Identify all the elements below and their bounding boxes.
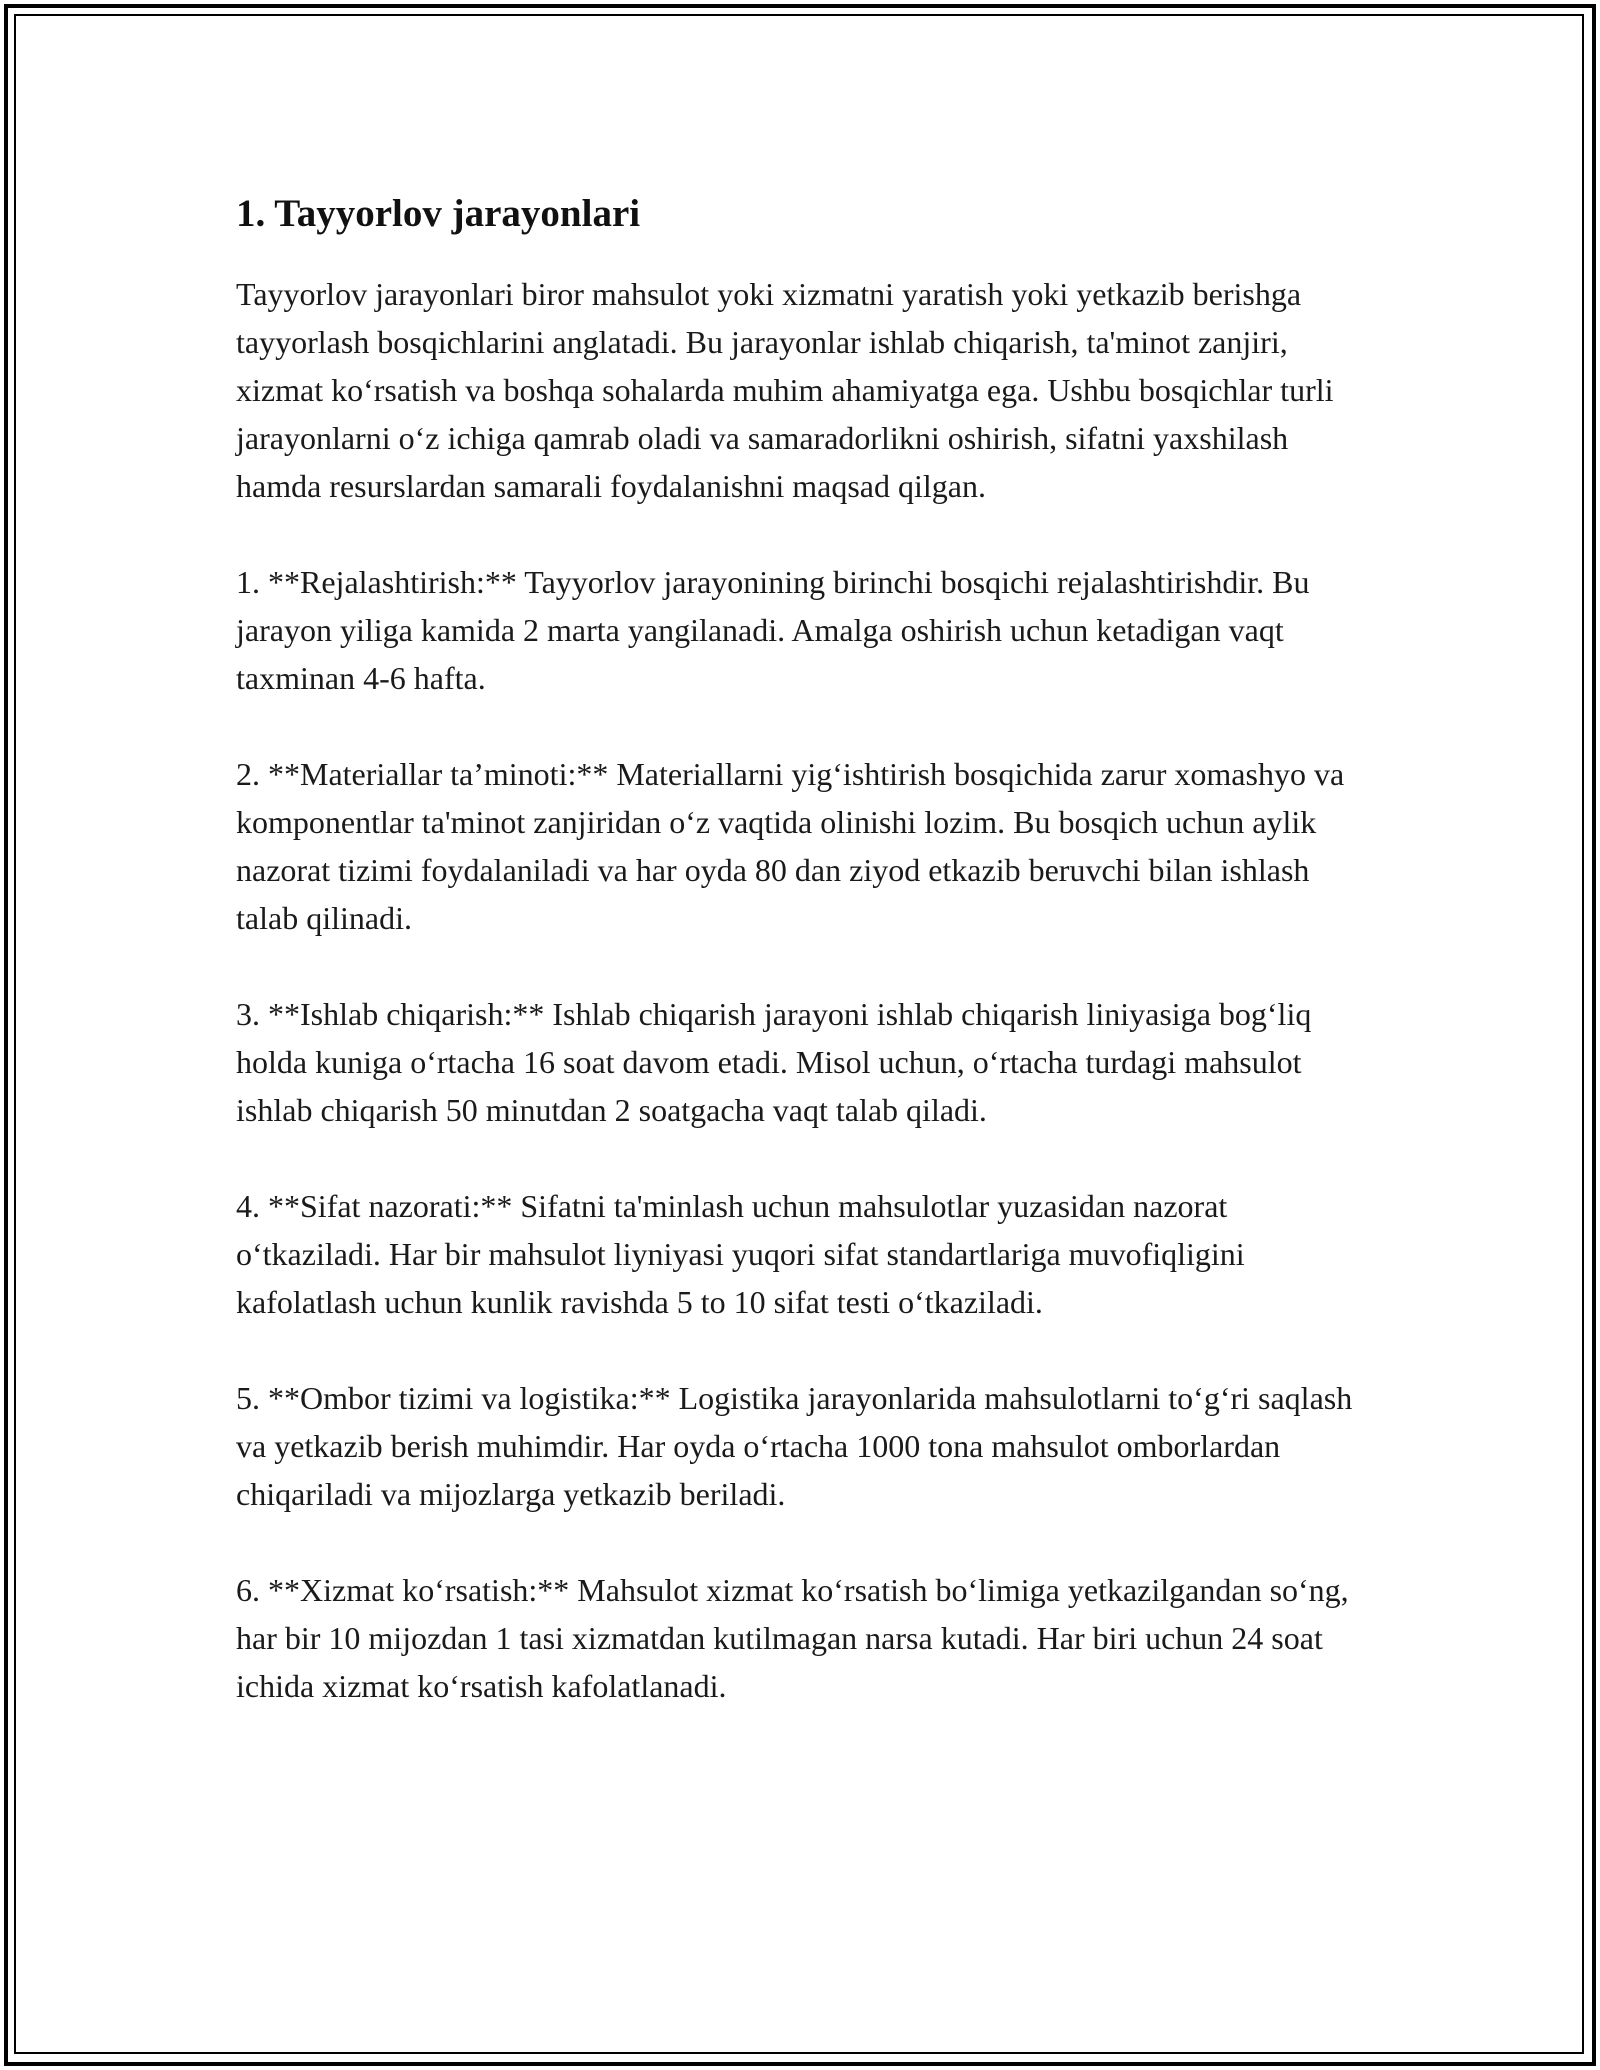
intro-paragraph: Tayyorlov jarayonlari biror mahsulot yoki xizmatni yaratish yoki yetkazib berishga tayyorlash bosqichlarini anglatadi. Bu jarayonlar ishlab chiqarish, ta'minot zanjiri, xizmat koʻrsatish va boshqa sohalarda muhim ahamiyatga ega. Ushbu bosqichlar turli jarayonlarni oʻz ichiga qamrab oladi va samaradorlikni oshirish, sifatni yaxshilash hamda resurslardan samarali foydalanishni maqsad qilgan. <box>236 276 1334 504</box>
document-title: 1. Tayyorlov jarayonlari <box>236 192 641 235</box>
list-item-ombor-logistika: 5. **Ombor tizimi va logistika:** Logistika jarayonlarida mahsulotlarni toʻgʻri saqlash va yetkazib berish muhimdir. Har oyda oʻrtacha 1000 tona mahsulot omborlardan chiqariladi va mijozlarga yetkazib beriladi. <box>236 1380 1353 1512</box>
list-item-ishlab-chiqarish: 3. **Ishlab chiqarish:** Ishlab chiqarish jarayoni ishlab chiqarish liniyasiga bogʻliq holda kuniga oʻrtacha 16 soat davom etadi. Misol uchun, oʻrtacha turdagi mahsulot ishlab chiqarish 50 minutdan 2 soatgacha vaqt talab qiladi. <box>236 996 1312 1128</box>
list-item-rejalashtirish: 1. **Rejalashtirish:** Tayyorlov jarayonining birinchi bosqichi rejalashtirishdir. Bu jarayon yiliga kamida 2 marta yangilanadi. Amalga oshirish uchun ketadigan vaqt taxminan 4-6 hafta. <box>236 564 1310 696</box>
list-item-xizmat: 6. **Xizmat koʻrsatish:** Mahsulot xizmat koʻrsatish boʻlimiga yetkazilgandan soʻng, har bir 10 mijozdan 1 tasi xizmatdan kutilmagan narsa kutadi. Har biri uchun 24 soat ichida xizmat koʻrsatish kafolatlanadi. <box>236 1572 1349 1704</box>
list-item-materiallar: 2. **Materiallar ta’minoti:** Materiallarni yigʻishtirish bosqichida zarur xomashyo va komponentlar ta'minot zanjiridan oʻz vaqtida olinishi lozim. Bu bosqich uchun aylik nazorat tizimi foydalaniladi va har oyda 80 dan ziyod etkazib beruvchi bilan ishlash talab qilinadi. <box>236 756 1345 936</box>
list-item-sifat-nazorati: 4. **Sifat nazorati:** Sifatni ta'minlash uchun mahsulotlar yuzasidan nazorat oʻtkaziladi. Har bir mahsulot liyniyasi yuqori sifat standartlariga muvofiqligini kafolatlash uchun kunlik ravishda 5 to 10 sifat testi oʻtkaziladi. <box>236 1188 1245 1320</box>
document-body <box>236 190 1376 1758</box>
